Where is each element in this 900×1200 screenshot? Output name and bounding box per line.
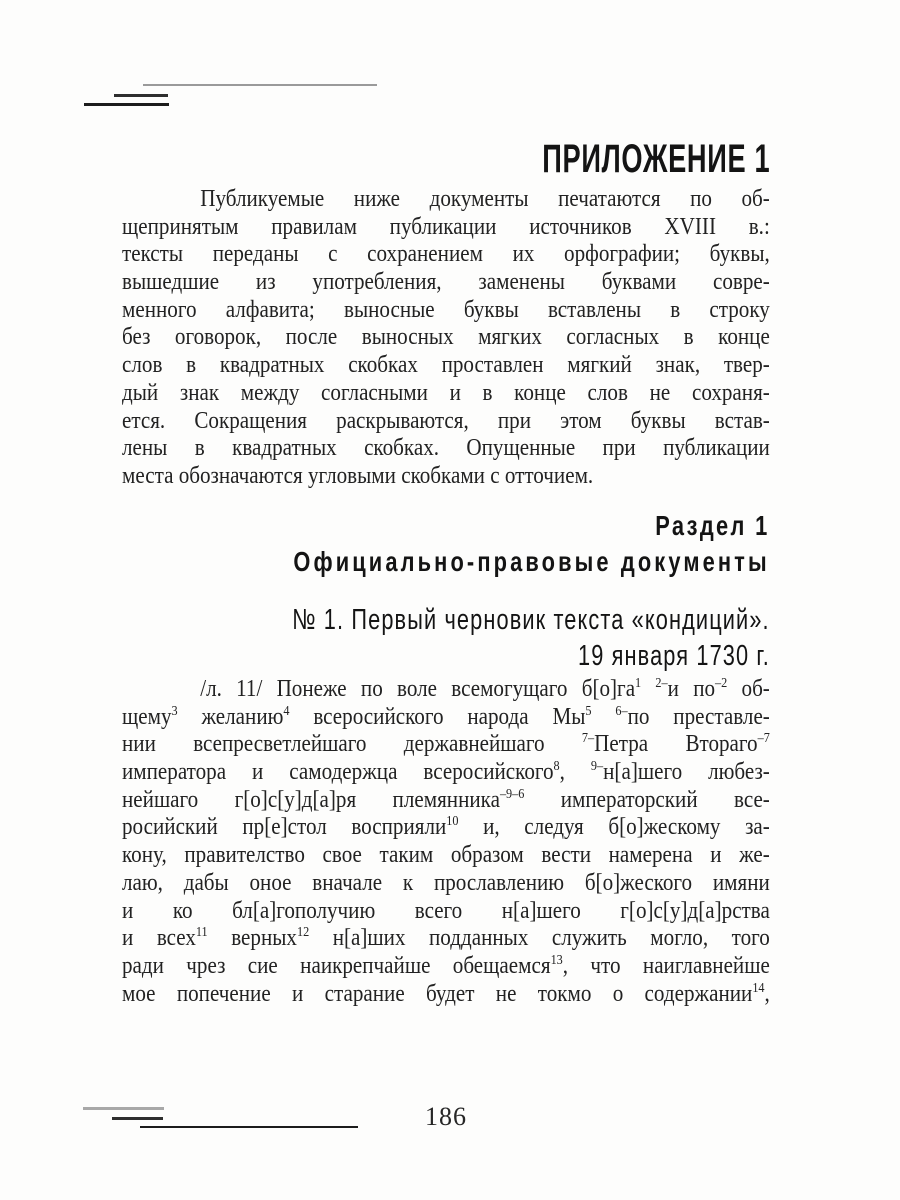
text-line: нейшаго г[о]с[у]д[а]ря племянника$^{-9-6}$ императорский все-	[122, 786, 770, 813]
footnote-marker: 10	[446, 814, 459, 830]
text-line: кону, правителство свое таким образом вести намерена и же-	[122, 842, 770, 869]
footnote-marker: 6–	[615, 703, 628, 719]
text-line: слов в квадратных скобках проставлен мягкий знак, твер-	[122, 352, 770, 379]
footnote-marker: 7–	[581, 731, 595, 747]
intro-paragraph	[122, 186, 770, 491]
footnote-marker: 14	[752, 980, 765, 996]
footnote-marker: 8	[553, 759, 560, 775]
footnote-marker: –2	[715, 676, 728, 691]
footnote-marker: 5	[585, 703, 592, 719]
section-kicker: Раздел 1	[655, 510, 770, 541]
top-ornament-line-short	[114, 94, 168, 97]
top-ornament-line-gray	[143, 84, 377, 86]
document-heading-line2: 19 января 1730 г.	[578, 640, 770, 672]
footnote-marker: 12	[296, 925, 310, 941]
text-line: лены в квадратных скобках. Опущенные при публикации	[122, 435, 770, 462]
section-title: Официально-правовые документы	[293, 546, 770, 577]
text-line: росийский пр[е]стол восприяли$^{10}$ и, следуя б[о]жескому за-	[122, 814, 770, 841]
top-ornament-line-long	[84, 103, 169, 106]
text-line: Публикуемые ниже документы печатаются по об-	[200, 186, 770, 212]
document-heading-line1: № 1. Первый черновик текста «кондиций».	[292, 604, 770, 636]
text-line: щему$^3$ желанию$^4$ всеросийского народа $Мы^5$ $^{6-}$по преставле-	[122, 703, 770, 730]
footnote-marker: 2–	[655, 676, 668, 691]
footnote-marker: 13	[550, 952, 563, 968]
text-line: /л. 11/ Понеже по воле всемогущаго $б[о]га^1$ $^{2-}$и $по^{-2}$ об-	[200, 676, 770, 702]
text-line: без оговорок, после выносных мягких согласных в конце	[122, 324, 770, 351]
footnote-marker: 3	[171, 703, 178, 719]
document-paragraph	[122, 676, 770, 1008]
text-line: вышедшие из употребления, заменены буквами совре-	[122, 269, 770, 296]
footnote-marker: –7	[757, 731, 770, 747]
text-line: щепринятым правилам публикации источников XVIII в.:	[122, 213, 770, 240]
footnote-marker: 11	[195, 925, 208, 941]
text-line: лаю, дабы оное вначале к прославлению б[о]жеского имяни	[122, 869, 770, 896]
text-line: ради чрез сие наикрепчайше обещаемся$^{13}$, что наиглавнейше	[122, 952, 770, 979]
text-line: императора и самодержца всеросийского$^8$, $^{9-}$н[а]шего любез-	[122, 759, 770, 786]
text-line: мое попечение и старание будет не токмо о содержании$^{14}$,	[122, 980, 770, 1007]
text-line: нии всепресветлейшаго державнейшаго $^{7-}$Петра Втораго$^{-7}$	[122, 731, 770, 758]
footnote-marker: 1	[635, 676, 642, 691]
footnote-marker: 9–	[590, 759, 604, 775]
text-line: дый знак между согласными и в конце слов не сохраня-	[122, 379, 770, 406]
footnote-marker: –9–6	[499, 786, 525, 802]
text-line: тексты переданы с сохранением их орфографии; буквы,	[122, 241, 770, 268]
text-line: места обозначаются угловыми скобками с отточием.	[122, 462, 594, 489]
page-number: 186	[425, 1102, 467, 1131]
appendix-title: ПРИЛОЖЕНИЕ 1	[541, 137, 770, 181]
text-line: и ко бл[а]гополучию всего н[а]шего г[о]с[у]д[а]рства	[122, 897, 770, 924]
footnote-marker: 4	[283, 703, 290, 719]
text-line: менного алфавита; выносные буквы вставлены в строку	[122, 296, 770, 323]
text-line: ется. Сокращения раскрываются, при этом буквы встав-	[122, 407, 770, 434]
text-line: и всех$^{11}$ верных$^{12}$ н[а]ших подданных служить могло, того	[122, 925, 770, 952]
